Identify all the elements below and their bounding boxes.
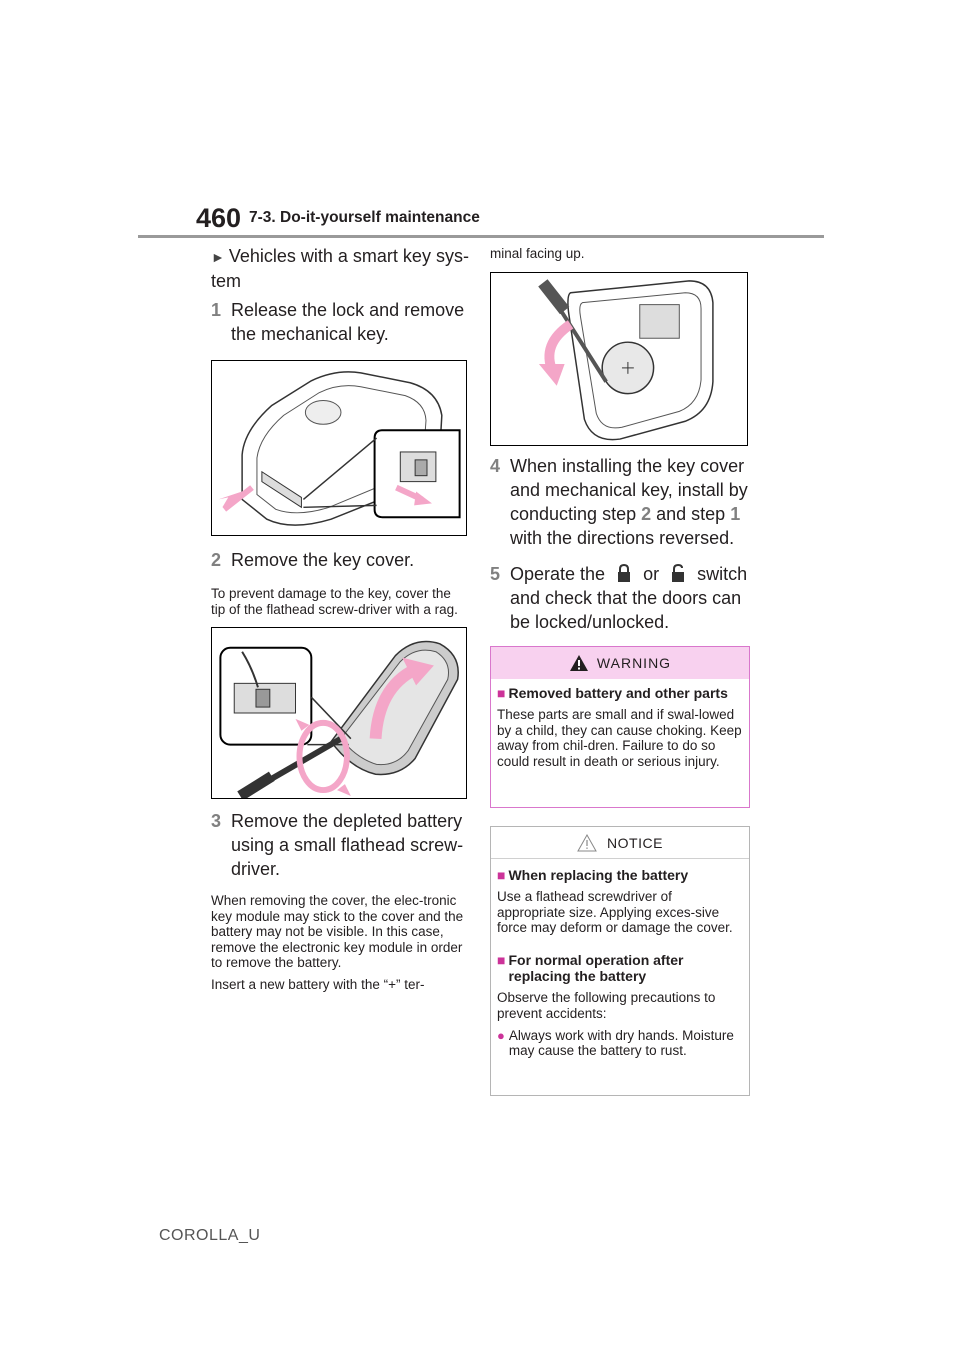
step-number: 2 [211,550,222,570]
notice-body [491,859,749,1059]
warning-item-title: ■ Removed battery and other parts [497,685,728,701]
note-step-3c: minal facing up. [490,246,585,261]
section-title: 7-3. Do-it-yourself maintenance [249,209,480,226]
step-text: Remove the depleted battery using a small flathead screw-driver. [231,811,464,879]
notice-text: Observe the following precautions to prevent accidents: [497,990,716,1021]
step-text: When installing the key cover and mechanical key, install by conducting step 2 and step 1 with the directions reversed. [510,455,748,548]
step-2 [211,548,473,572]
figure-battery [490,272,748,446]
step-reference: 2 [641,503,652,524]
notice-bullet: ● Always work with dry hands. Moisture may cause the battery to rust. [497,1027,734,1059]
warning-box [490,646,750,808]
notice-text: Use a flathead screwdriver of appropriate size. Applying exces-sive force may deform or damage the cover. [497,889,733,936]
key-cover-illustration [212,628,466,798]
notice-item-title: ■ For normal operation after replacing the battery [497,952,684,985]
step-text: Operate the or switch and check that the doors can be locked/unlocked. [510,563,748,632]
intro-heading: ► Vehicles with a smart key sys-tem [211,246,469,291]
warning-text: These parts are small and if swal-lowed by a child, they can cause choking. Keep away from chil-dren. Failure to do so could result in death or serious injury. [497,707,742,770]
step-5 [490,562,752,634]
footer-model-code: COROLLA_U [159,1227,261,1244]
warning-header [491,647,749,679]
warning-label: WARNING [596,655,672,671]
notice-item-title: ■ When replacing the battery [497,867,689,883]
step-3 [211,809,473,881]
step-text: Release the lock and remove the mechanical key. [231,300,465,344]
note-step-2: To prevent damage to the key, cover the tip of the flathead screw-driver with a rag. [211,586,458,617]
note-step-3b: Insert a new battery with the “+” ter- [211,976,425,992]
round-bullet-icon: ● [497,1027,505,1043]
right-column [490,246,752,634]
note-step-3a: When removing the cover, the elec-tronic key module may stick to the cover and the battery may not be visible. In this case, remove the electronic key module in order to remove the battery. [211,893,464,970]
step-1 [211,298,473,346]
page-number: 460 [196,203,242,233]
square-bullet-icon: ■ [497,952,506,969]
header-rule [138,235,824,238]
step-number: 5 [490,563,501,584]
notice-label: NOTICE [607,834,663,851]
step-number: 1 [211,300,222,320]
unlock-icon [670,563,686,583]
square-bullet-icon: ■ [497,685,506,701]
figure-remove-cover [211,627,467,799]
lock-icon [616,563,632,583]
figure-release-lock [211,360,467,536]
warning-body [491,679,749,770]
square-bullet-icon: ■ [497,867,506,883]
key-fob-illustration [212,361,466,535]
step-number: 4 [490,455,501,476]
step-number: 3 [211,811,222,831]
notice-header [491,827,749,859]
warning-triangle-icon [569,654,589,672]
notice-triangle-icon [577,834,597,852]
step-text: Remove the key cover. [231,550,415,570]
triangle-bullet-icon: ► [211,249,225,265]
step-4 [490,454,752,550]
battery-illustration [491,273,747,445]
left-column [211,246,473,992]
notice-box [490,826,750,1096]
step-reference: 1 [730,503,741,524]
